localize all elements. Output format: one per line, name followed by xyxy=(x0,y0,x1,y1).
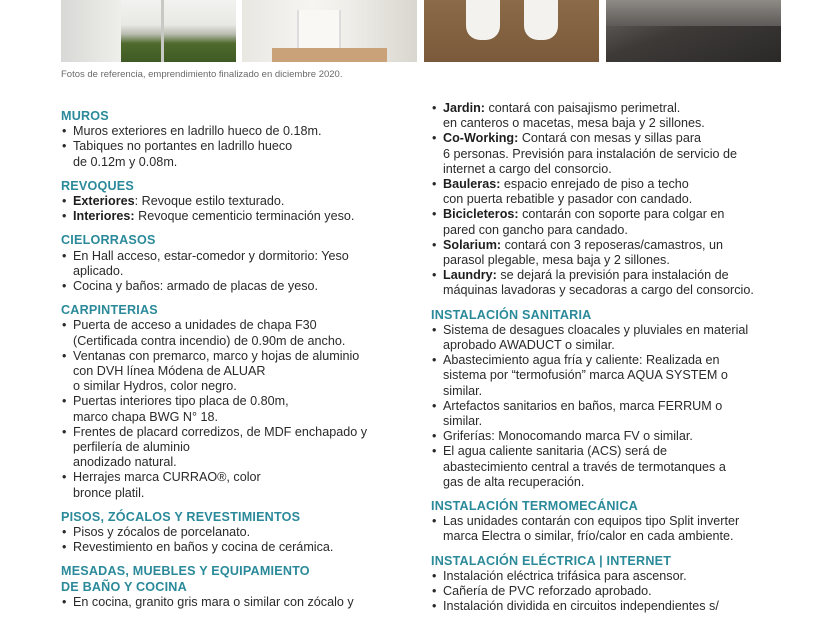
item-text: similar. xyxy=(443,414,483,429)
item-text: marco chapa BWG N° 18. xyxy=(73,409,219,424)
item-text: con DVH línea Módena de ALUAR xyxy=(73,364,266,379)
item-label: Interiores: xyxy=(73,209,135,224)
list-item xyxy=(61,279,416,294)
section-title: CIELORRASOS xyxy=(61,233,156,248)
list-item xyxy=(61,194,416,209)
item-text: Revestimiento en baños y cocina de cerámica. xyxy=(73,540,334,555)
list-item xyxy=(431,238,786,268)
section-title: MESADAS, MUEBLES Y EQUIPAMIENTO xyxy=(61,564,310,579)
list-item xyxy=(61,209,416,224)
item-text: Sistema de desagues cloacales y pluviales en material xyxy=(443,322,749,337)
item-label: Jardin: xyxy=(443,101,485,115)
item-text: similar. xyxy=(443,383,483,398)
list-item xyxy=(431,569,786,584)
item-text: Revoque cementicio terminación yeso. xyxy=(134,209,355,224)
section-instalacion-sanitaria xyxy=(431,308,786,490)
item-text: perfilería de aluminio xyxy=(73,440,190,455)
section-instalacion-electrica-internet xyxy=(431,554,786,615)
item-label: Exteriores xyxy=(73,194,135,209)
item-text: Instalación dividida en circuitos independientes s/ xyxy=(443,599,719,614)
list-item xyxy=(431,429,786,444)
item-text: pared con gancho para candado. xyxy=(443,222,628,237)
item-text: (Certificada contra incendio) de 0.90m de ancho. xyxy=(73,333,346,348)
item-text: abastecimiento central a través de termotanques a xyxy=(443,459,726,474)
section-cielorrasos xyxy=(61,233,416,294)
item-text: : Revoque estilo texturado. xyxy=(134,194,285,209)
list-item xyxy=(431,444,786,490)
section-instalacion-termomecanica xyxy=(431,499,786,545)
item-text: Puerta de acceso a unidades de chapa F30 xyxy=(73,318,317,333)
item-text: Instalación eléctrica trifásica para ascensor. xyxy=(443,568,687,583)
list-item xyxy=(431,353,786,399)
list-item xyxy=(431,599,786,614)
item-text: con puerta rebatible y pasador con candado. xyxy=(443,192,693,207)
section-muros xyxy=(61,109,416,170)
photo-interior-hallway xyxy=(242,0,417,62)
item-text: En cocina, granito gris mara o similar con zócalo y xyxy=(73,594,354,609)
item-label: Solarium: xyxy=(443,237,502,252)
list-item xyxy=(431,131,786,177)
section-title: MUROS xyxy=(61,109,109,123)
item-label: Laundry: xyxy=(443,268,497,283)
item-text: Frentes de placard corredizos, de MDF enchapado y xyxy=(73,424,368,439)
item-text: bronce platil. xyxy=(73,485,145,500)
item-text: contará con paisajismo perimetral. xyxy=(485,101,681,115)
list-item xyxy=(431,399,786,429)
reference-photos xyxy=(0,0,840,64)
list-item xyxy=(61,139,416,169)
section-revoques xyxy=(61,179,416,225)
right-column xyxy=(431,101,786,624)
item-text: Abastecimiento agua fría y caliente: Realizada en xyxy=(443,353,720,368)
item-text: Tabiques no portantes en ladrillo hueco xyxy=(73,139,293,154)
section-title: INSTALACIÓN TERMOMECÁNICA xyxy=(431,499,638,514)
list-item xyxy=(431,177,786,207)
list-item xyxy=(61,595,416,610)
photo-bathroom-fixtures xyxy=(424,0,599,62)
item-text: aplicado. xyxy=(73,263,124,278)
item-text: de 0.12m y 0.08m. xyxy=(73,154,178,169)
list-item xyxy=(61,425,416,471)
item-text: Contará con mesas y sillas para xyxy=(518,131,702,146)
section-title-line2: DE BAÑO Y COCINA xyxy=(61,579,187,594)
item-text: máquinas lavadoras y secadoras a cargo del consorcio. xyxy=(443,283,754,298)
item-text: Herrajes marca CURRAO®, color xyxy=(73,470,261,485)
photo-caption: Fotos de referencia, emprendimiento finalizado en diciembre 2020. xyxy=(61,69,343,80)
list-item xyxy=(431,514,786,544)
list-item xyxy=(431,101,786,131)
item-text: Muros exteriores en ladrillo hueco de 0.18m. xyxy=(73,124,322,139)
section-title: INSTALACIÓN SANITARIA xyxy=(431,307,592,322)
left-column xyxy=(61,109,416,619)
photo-exterior-garden xyxy=(61,0,236,62)
item-text: internet a cargo del consorcio. xyxy=(443,161,612,176)
item-text: se dejará la previsión para instalación de xyxy=(496,268,729,283)
list-item xyxy=(61,318,416,348)
section-title: REVOQUES xyxy=(61,178,134,193)
item-text: El agua caliente sanitaria (ACS) será de xyxy=(443,444,668,459)
item-text: aprobado AWADUCT o similar. xyxy=(443,338,615,353)
list-item xyxy=(61,124,416,139)
section-amenities xyxy=(431,101,786,299)
list-item xyxy=(431,268,786,298)
list-item xyxy=(61,540,416,555)
item-text: parasol plegable, mesa baja y 2 sillones. xyxy=(443,253,670,268)
item-text: contará con 3 reposeras/camastros, un xyxy=(501,237,723,252)
list-item xyxy=(431,323,786,353)
item-text: Griferías: Monocomando marca FV o similar. xyxy=(443,429,693,444)
photo-kitchen-counter xyxy=(606,0,781,62)
list-item xyxy=(61,349,416,395)
list-item xyxy=(61,394,416,424)
item-text: marca Electra o similar, frío/calor en cada ambiente. xyxy=(443,529,734,544)
item-text: Ventanas con premarco, marco y hojas de aluminio xyxy=(73,348,360,363)
item-text: Cocina y baños: armado de placas de yeso. xyxy=(73,279,319,294)
item-label: Bicicleteros: xyxy=(443,207,519,222)
item-text: sistema por “termofusión” marca AQUA SYSTEM o xyxy=(443,368,728,383)
item-text: contarán con soporte para colgar en xyxy=(518,207,725,222)
list-item xyxy=(431,207,786,237)
item-text: Cañería de PVC reforzado aprobado. xyxy=(443,584,652,599)
item-text: en canteros o macetas, mesa baja y 2 sillones. xyxy=(443,116,705,131)
item-text: Las unidades contarán con equipos tipo Split inverter xyxy=(443,514,740,529)
section-title: CARPINTERIAS xyxy=(61,303,158,318)
list-item xyxy=(61,249,416,279)
item-text: En Hall acceso, estar-comedor y dormitorio: Yeso xyxy=(73,248,349,263)
item-text: o similar Hydros, color negro. xyxy=(73,379,237,394)
list-item xyxy=(431,584,786,599)
section-mesadas-muebles-y-equipamiento xyxy=(61,564,416,610)
item-label: Co-Working: xyxy=(443,131,519,146)
item-text: 6 personas. Previsión para instalación de servicio de xyxy=(443,146,738,161)
item-label: Bauleras: xyxy=(443,177,501,192)
item-text: espacio enrejado de piso a techo xyxy=(500,177,689,192)
item-text: anodizado natural. xyxy=(73,455,177,470)
item-text: Puertas interiores tipo placa de 0.80m, xyxy=(73,394,289,409)
section-carpinterias xyxy=(61,303,416,501)
section-pisos-zocalos-y-revestimientos xyxy=(61,510,416,556)
list-item xyxy=(61,525,416,540)
item-text: Artefactos sanitarios en baños, marca FERRUM o xyxy=(443,398,723,413)
item-text: gas de alta recuperación. xyxy=(443,474,585,489)
section-title: PISOS, ZÓCALOS Y REVESTIMIENTOS xyxy=(61,509,301,524)
list-item xyxy=(61,470,416,500)
section-title: INSTALACIÓN ELÉCTRICA | INTERNET xyxy=(431,553,672,568)
item-text: Pisos y zócalos de porcelanato. xyxy=(73,525,251,540)
